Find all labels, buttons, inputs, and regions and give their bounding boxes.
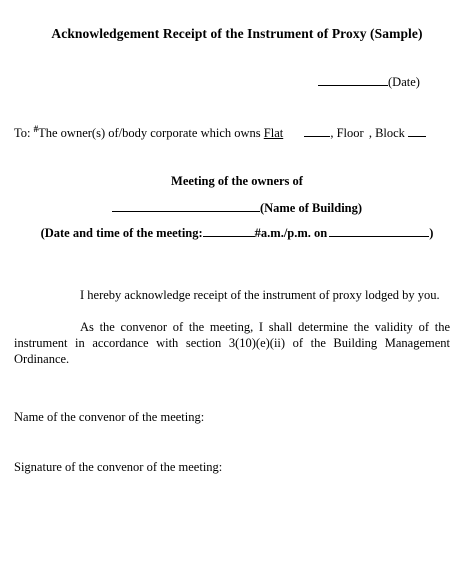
- flat-blank: [304, 125, 330, 137]
- addressee-text: The owner(s) of/body corporate which owns: [38, 126, 264, 141]
- block-blank: [408, 125, 426, 137]
- acknowledgement-paragraph: I hereby acknowledge receipt of the instrument of proxy lodged by you.: [80, 288, 440, 302]
- document-title: Acknowledgement Receipt of the Instrument of Proxy (Sample): [51, 26, 423, 41]
- to-prefix: To:: [14, 126, 34, 141]
- date-of-meeting-blank: [329, 225, 429, 237]
- hash-mark: #: [33, 124, 39, 134]
- ampm-label: #a.m./p.m. on: [254, 226, 328, 240]
- meeting-datetime-line: [0, 225, 474, 241]
- building-line: [0, 200, 474, 216]
- meeting-heading: Meeting of the owners of: [171, 174, 303, 188]
- flat-label: Flat: [263, 126, 284, 141]
- addressee-line: [14, 124, 426, 141]
- floor-label: , Floor: [330, 126, 364, 141]
- time-blank: [203, 225, 255, 237]
- validity-paragraph: As the convenor of the meeting, I shall determine the validity of the instrument in accordance with section 3(10)(e)(ii) of the Building Management Ordinance.: [14, 320, 450, 366]
- building-label: (Name of Building): [259, 201, 363, 215]
- date-label: (Date): [388, 75, 420, 89]
- convenor-signature-label: Signature of the convenor of the meeting:: [14, 460, 223, 474]
- datetime-close: ): [429, 226, 434, 240]
- date-line: [318, 74, 420, 90]
- block-label: , Block: [368, 126, 405, 141]
- date-blank: [318, 74, 388, 86]
- datetime-open: (Date and time of the meeting:: [40, 226, 203, 240]
- building-blank: [112, 200, 260, 212]
- convenor-name-label: Name of the convenor of the meeting:: [14, 410, 205, 424]
